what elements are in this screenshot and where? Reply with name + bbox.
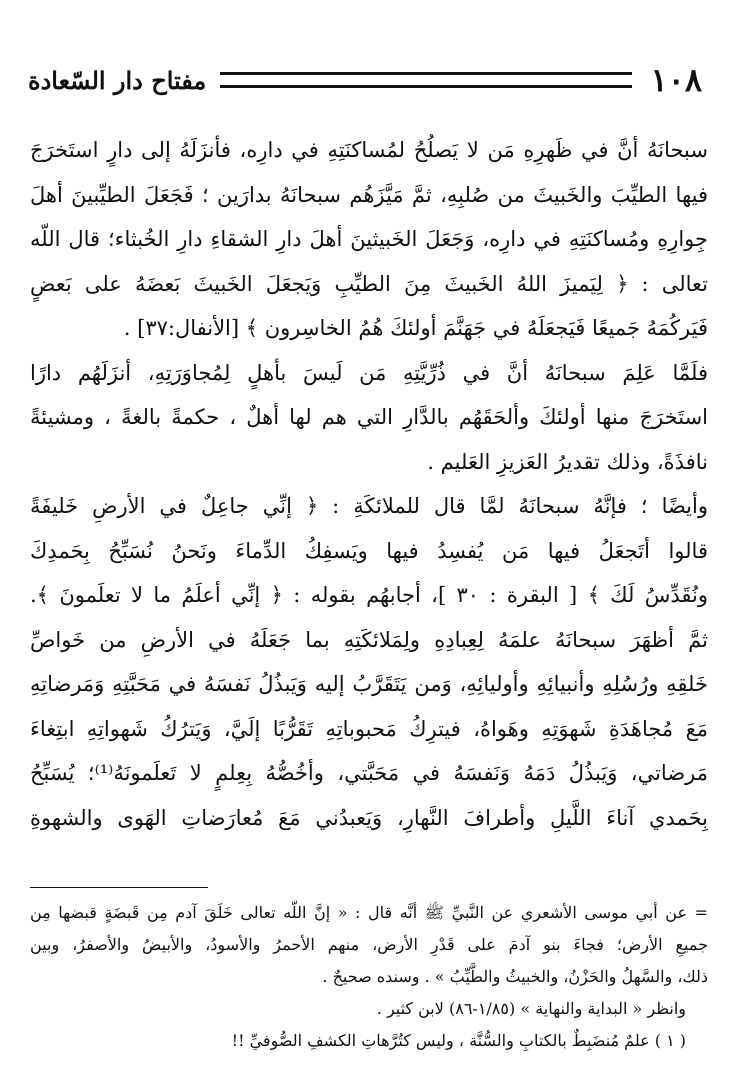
footnote-line: ( ١ ) علمٌ مُنضَبِطٌ بالكتابِ والسُّنَّة ، وليس كتُرَّهاتِ الكشفِ الصُّوفيِّ !! (231, 1031, 686, 1050)
footnote-separator (30, 887, 208, 888)
body-line: استَخرَجَ منها أولئكَ وألحَقَهُم بالدَّارِ التي هم لها أهلٌ ، حكمةً بالغةً ، ومشيئةً (30, 405, 708, 429)
footnote-line: ذلك، والسَّهلُ والحَزْنُ، والخبيثُ والطَّيِّبُ » . وسنده صحيحٌ . (322, 967, 708, 986)
body-line: ثمَّ أظهَرَ سبحانَهُ علمَهُ لِعِبادِهِ ولِمَلائكَتِهِ بما جَعَلَهُ في الأرضِ من خَواصِّ (30, 627, 708, 652)
footnotes (30, 897, 708, 1057)
body-line: مَعَ مُجاهَدَةِ شَهوَتِهِ وهَواهُ، فيترِكُ مَحبوباتِهِ تَقَرُّبًا إلَيَّ، وَيَترُكُ شَهواتِهِ ابتِغاءَ (30, 716, 708, 741)
header-double-rule (220, 72, 632, 88)
page-number: ١٠٨ (650, 61, 702, 99)
body-line: وأيضًا ؛ فإنَّهُ سبحانَهُ لمَّا قال للملائكَةِ : ﴿ إنِّي جاعِلٌ في الأرضِ خَليفَةً (30, 494, 708, 518)
body-line: قالوا أتَجعَلُ فيها مَن يُفسِدُ فيها ويَسفِكُ الدِّماءَ ونَحنُ نُسَبِّحُ بِحَمدِكَ (30, 538, 708, 563)
footnote-line: جميعِ الأرض؛ فجاءَ بنو آدمَ على قَدْرِ الأرض، منهم الأحمرُ والأسودُ، والأبيضُ والأصفرُ، وبين (30, 935, 708, 954)
body-line: تعالى : ﴿ لِيَميزَ اللهُ الخَبيثَ مِنَ الطيِّبِ وَيَجعَلَ الخَبيثَ بَعضَهُ على بَعضٍ (30, 271, 708, 296)
body-line: فَيَركُمَهُ جَميعًا فَيَجعَلَهُ في جَهَنَّمَ أولئكَ هُمُ الخاسِرون ﴾ [الأنفال:٣٧] . (123, 316, 708, 340)
footnote-line: وانظر « البداية والنهاية » (١/٨٥-٨٦) لابن كثير . (376, 999, 686, 1018)
footnote-line: = عن أبي موسى الأشعري عن النَّبيِّ ﷺ أنَّه قال : « إنَّ اللّه تعالى خَلَقَ آدم مِن قَبضَةٍ قبضها مِن (30, 903, 708, 922)
book-title: مفتاح دار السّعادة (28, 65, 207, 95)
body-line: فلَمَّا عَلِمَ سبحانَهُ أنَّ في ذُرِّيَّتِهِ مَن لَيسَ بأهلٍ لِمُجاوَرَتِهِ، أنزَلَهُم دارًا (30, 360, 708, 385)
page-header (28, 60, 702, 100)
body-line: بِحَمدي آناءَ اللَّيلِ وأطرافَ النَّهارِ، وَيَعبدُني مَعَ مُعارَضاتِ الهَوى والشهوةِ (30, 805, 708, 830)
body-line: خَلقِهِ ورُسُلِهِ وأنبيائِهِ وأوليائِهِ، وَمن يَتَقَرَّبُ إليه وَيَبذُلُ نَفسَهُ في مَحَبَّتِهِ وَمَرضاتِهِ (30, 672, 708, 696)
body-line: مَرضاتي، وَيَبذُلُ دَمَهُ وَنَفسَهُ في مَحَبَّتي، وأخُصُّهُ بِعِلمٍ لا تَعلَمونَهُ⁽¹⁾؛ يُسَبِّحُ (30, 761, 708, 785)
body-line: نافذَةً، وذلك تقديرُ العَزيزِ العَليم . (427, 449, 708, 474)
body-line: ونُقَدِّسُ لَكَ ﴾ [ البقرة : ٣٠ ]، أجابهُم بقوله : ﴿ إنِّي أعلَمُ ما لا تعلَمونَ ﴾. (30, 583, 708, 607)
main-text (30, 128, 708, 840)
body-line: سبحانَهُ أنَّ في ظَهرِهِ مَن لا يَصلُحُ لمُساكنَتِهِ في دارِه، فأنزَلَهُ إلى دارٍ استَخرَجَ (30, 138, 708, 162)
body-line: فيها الطيِّبَ والخَبيثَ من صُلبِهِ، ثمَّ مَيَّزَهُم سبحانَهُ بدارَين ؛ فَجَعَلَ الطيِّبينَ أهلَ (30, 182, 708, 207)
body-line: جِوارِهِ ومُساكنَتِهِ في دارِه، وَجَعَلَ الخَبيثينَ أهلَ دارِ الشقاءِ دارِ الخُبثاء؛ قال اللّه (30, 227, 708, 251)
